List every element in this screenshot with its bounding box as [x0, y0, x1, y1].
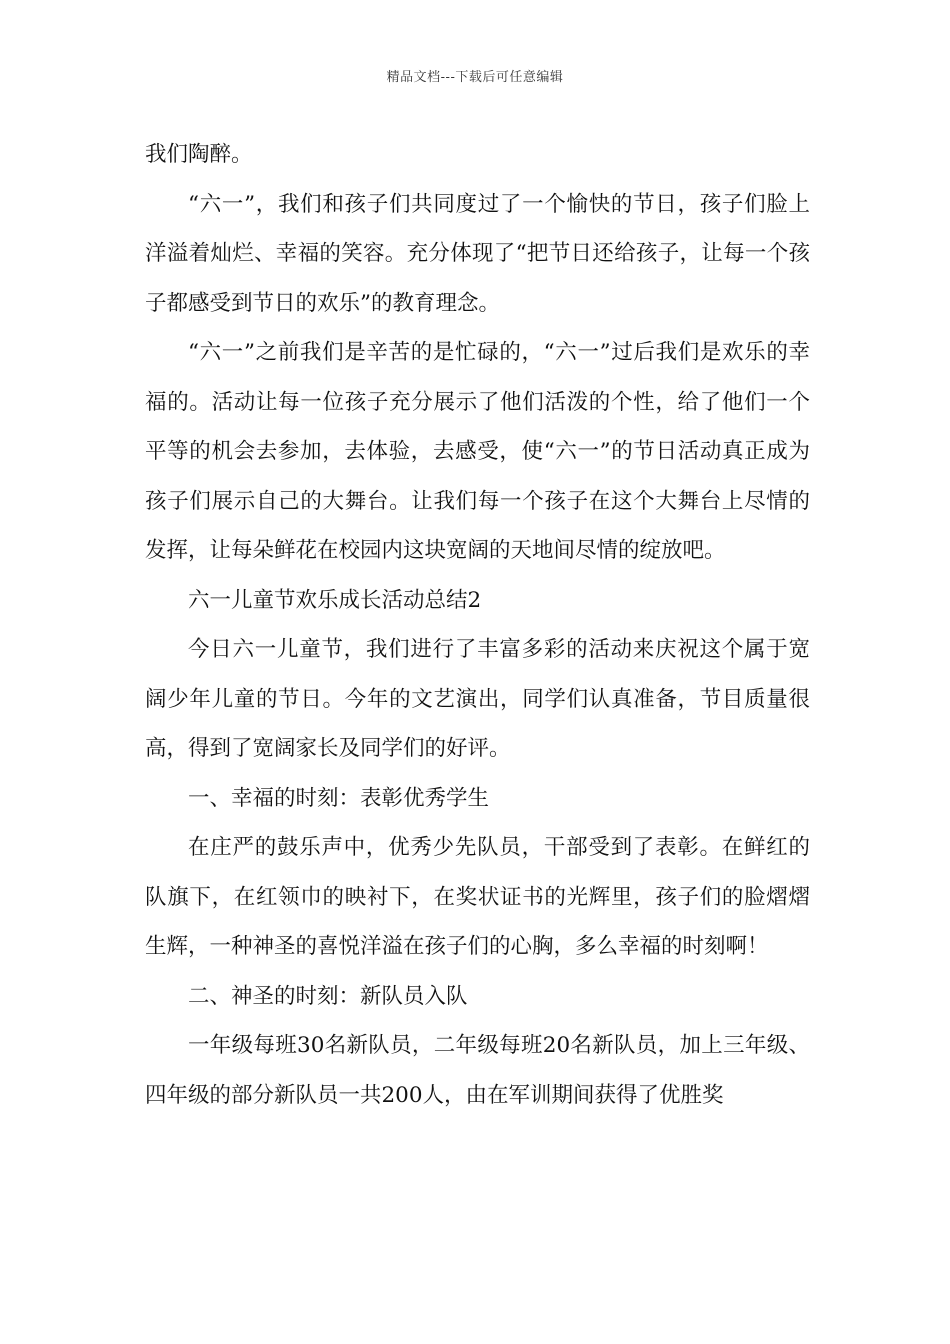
paragraph-new-members: 一年级每班30名新队员，二年级每班20名新队员，加上三年级、四年级的部分新队员一共200人，由在军训期间获得了优胜奖 — [145, 1033, 810, 1108]
paragraph-continuation: 我们陶醉。 — [145, 142, 253, 167]
page-header: 精品文档---下载后可任意编辑 — [386, 70, 564, 85]
document-body — [145, 130, 810, 1120]
paragraph-liuyi-intro: “六一”，我们和孩子们共同度过了一个愉快的节日，孩子们脸上洋溢着灿烂、幸福的笑容。充分体现了“把节日还给孩子，让每一个孩子都感受到节日的欢乐”的教育理念。 — [145, 191, 810, 316]
paragraph-before-after: “六一”之前我们是辛苦的是忙碌的，“六一”过后我们是欢乐的幸福的。活动让每一位孩子充分展示了他们活泼的个性，给了他们一个平等的机会去参加，去体验，去感受，使“六一”的节日活动真正成为孩子们展示自己的大舞台。让我们每一个孩子在这个大舞台上尽情的发挥，让每朵鲜花在校园内这块宽阔的天地间尽情的绽放吧。 — [145, 340, 810, 563]
section-title-summary-2: 六一儿童节欢乐成长活动总结2 — [188, 587, 482, 613]
paragraph-awards: 在庄严的鼓乐声中，优秀少先队员，干部受到了表彰。在鲜红的队旗下，在红领巾的映衬下，在奖状证书的光辉里，孩子们的脸熠熠生辉，一种神圣的喜悦洋溢在孩子们的心胸，多么幸福的时刻啊！ — [145, 835, 810, 959]
heading-sacred-moment: 二、神圣的时刻：新队员入队 — [188, 983, 468, 1009]
heading-happy-moment: 一、幸福的时刻：表彰优秀学生 — [188, 785, 490, 811]
paragraph-today-activities: 今日六一儿童节，我们进行了丰富多彩的活动来庆祝这个属于宽阔少年儿童的节日。今年的文艺演出，同学们认真准备，节目质量很高，得到了宽阔家长及同学们的好评。 — [145, 637, 810, 761]
